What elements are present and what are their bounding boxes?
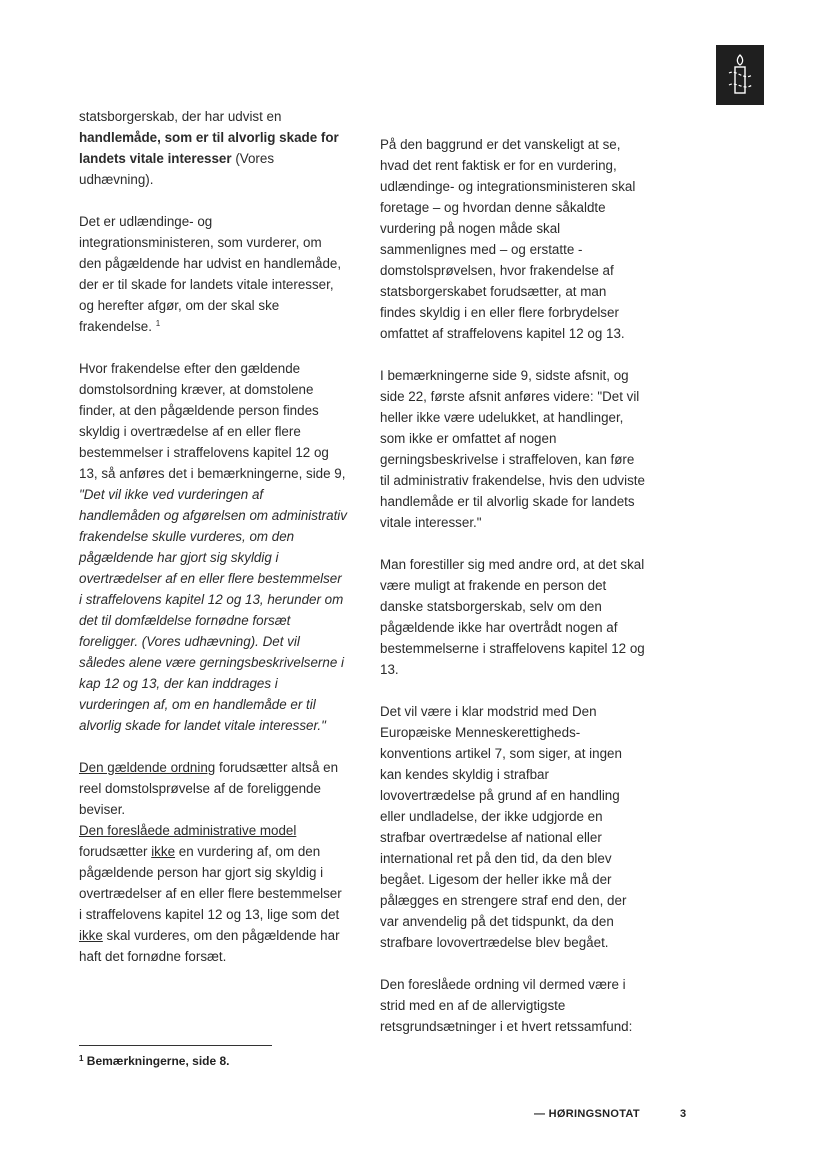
quoted-remarks: "Det vil ikke ved vurderingen af handlemåden og afgørelsen om administrativ frakendelse skulle vurderes, om den pågældende har gjort sig skyldig i overtrædelser af en eller flere bestemmelser i straffelovens kapitel 12 og 13, herunder om det til domfældelse fornødne forsæt foreligger. (Vores udhævning). Det vil således alene være gerningsbeskrivelserne i kap 12 og 13, der kan inddrages i vurderingen af, om en handlemåde er til alvorlig skade for landet vitale interesser." (79, 487, 347, 733)
right-column (380, 134, 645, 1058)
footnote-divider (79, 1045, 272, 1046)
footnote-reference: 1 (155, 319, 161, 328)
candle-barbed-wire-icon (716, 45, 764, 105)
paragraph: Det vil være i klar modstrid med Den Europæiske Menneskerettigheds-konventions artikel 7, som siger, at ingen kan kendes skyldig i strafbar lovovertrædelse på grund af en handling eller undladelse, der ikke udgjorde en strafbar overtrædelse af national eller international ret på den tid, da den blev begået. Ligesom der heller ikke må der pålægges en strengere straf end den, der var anvendelig på det tidspunkt, da den strafbare lovovertrædelse blev begået. (380, 704, 627, 950)
footnote: $^1$ Bemærkningerne, side 8. (79, 1054, 230, 1068)
paragraph: Det er udlændinge- og integrationsministeren, som vurderer, om den pågældende har udvist en handlemåde, der er til skade for landets vitale interesser, og herefter afgør, om der skal ske frakendelse. $^1$ (79, 214, 342, 334)
paragraph: Den gældende ordning forudsætter altså en reel domstolsprøvelse af de foreliggende beviser. (79, 760, 339, 817)
paragraph: Hvor frakendelse efter den gældende domstolsordning kræver, at domstolene finder, at den pågældende person findes skyldig i overtrædelse af en eller flere bestemmelser i straffelovens kapitel 12 og 13, så anføres det i bemærkningerne, side 9, "Det vil ikke ved vurderingen af handlemåden og afgørelsen om administrativ frakendelse skulle vurderes, om den pågældende har gjort sig skyldig i overtrædelser af en eller flere bestemmelser i straffelovens kapitel 12 og 13, herunder om det til domfældelse fornødne forsæt foreligger. (Vores udhævning). Det vil således alene være gerningsbeskrivelserne i kap 12 og 13, der kan inddrages i vurderingen af, om en handlemåde er til alvorlig skade for landet vitale interesser." (79, 361, 347, 733)
left-column (79, 106, 347, 988)
paragraph: Man forestiller sig med andre ord, at det skal være muligt at frakende en person det danske statsborgerskab, selv om den pågældende ikke har overtrådt nogen af bestemmelserne i straffelovens kapitel 12 og 13. (380, 557, 645, 677)
paragraph: statsborgerskab, der har udvist en handlemåde, som er til alvorlig skade for landets vitale interesser (Vores udhævning). (79, 109, 339, 187)
page-number: 3 (680, 1108, 687, 1120)
amnesty-candle-logo (716, 45, 764, 105)
paragraph: Den foreslåede administrative model forudsætter ikke en vurdering af, om den pågældende person har gjort sig skyldig i overtrædelser af en eller flere bestemmelser i straffelovens kapitel 12 og 13, lige som det ikke skal vurderes, om den pågældende har haft det fornødne forsæt. (79, 823, 342, 964)
footnote-number: 1 (79, 1054, 84, 1063)
footer-label: — HØRINGSNOTAT (534, 1108, 640, 1120)
paragraph: På den baggrund er det vanskeligt at se, hvad det rent faktisk er for en vurdering, udlændinge- og integrationsministeren skal foretage – og hvordan denne såkaldte vurdering på nogen måde skal sammenlignes med – og erstatte - domstolsprøvelsen, hvor frakendelse af statsborgerskabet forudsætter, at man findes skyldig i en eller flere forbrydelser omfattet af straffelovens kapitel 12 og 13. (380, 137, 636, 341)
paragraph: I bemærkningerne side 9, sidste afsnit, og side 22, første afsnit anføres videre: "Det vil heller ikke være udelukket, at handlinger, som ikke er omfattet af nogen gerningsbeskrivelse i straffeloven, kan føre til administrativ frakendelse, hvis den udviste handlemåde er til alvorlig skade for landets vitale interesser." (380, 368, 645, 530)
paragraph: Den foreslåede ordning vil dermed være i strid med en af de allervigtigste retsgrundsætninger i et hvert retssamfund: (380, 977, 633, 1034)
